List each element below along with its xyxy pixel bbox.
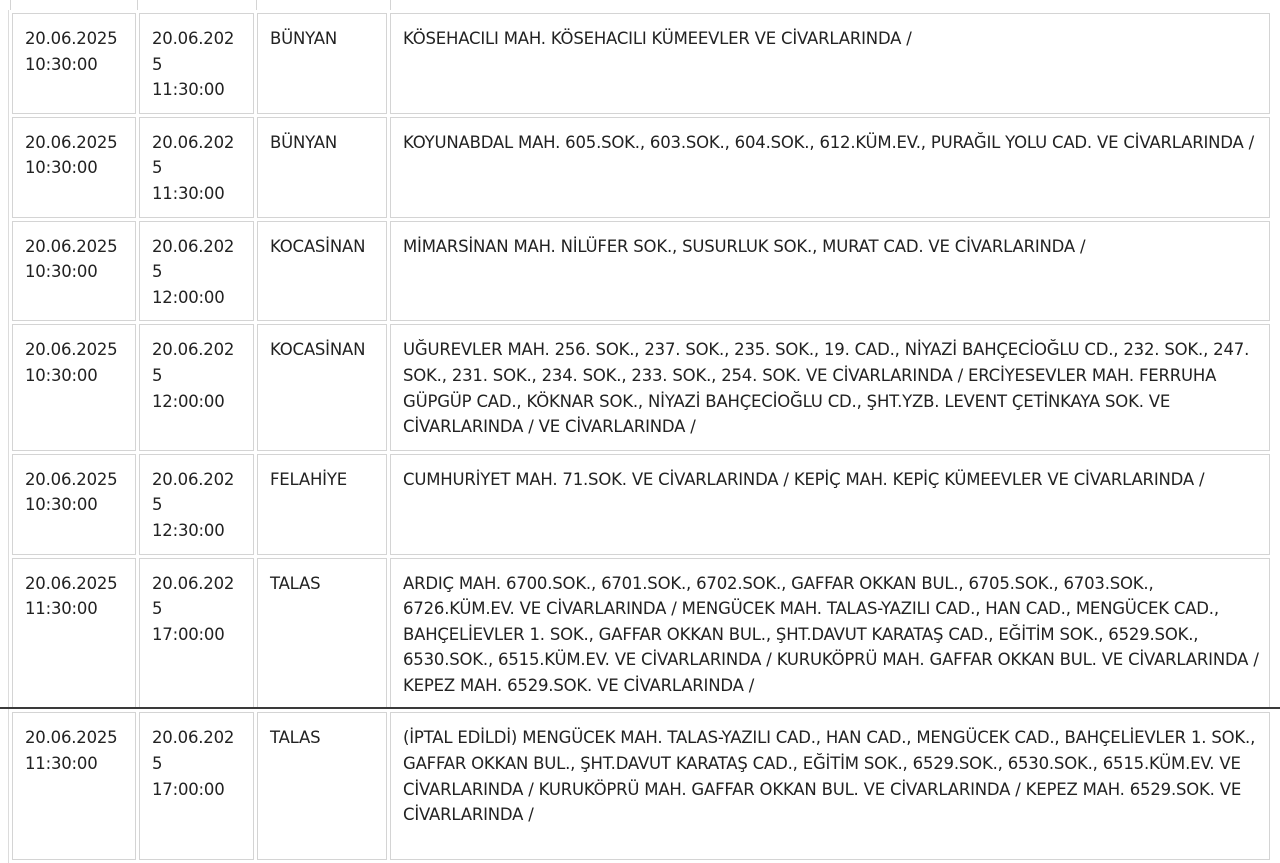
district-cell: TALAS: [257, 712, 387, 860]
district-cell: BÜNYAN: [257, 13, 387, 114]
column-divider-stub: [137, 0, 138, 10]
end-date: 20.06.2025: [152, 236, 235, 282]
end-date: 20.06.2025: [152, 29, 235, 74]
start-time: 11:30:00: [25, 599, 98, 619]
start-time: 10:30:00: [25, 365, 98, 385]
start-date: 20.06.2025: [25, 29, 118, 48]
end-date: 20.06.2025: [152, 728, 235, 774]
table-row: [12, 117, 1270, 218]
end-time: 11:30:00: [152, 183, 225, 203]
outage-table-body: [12, 13, 1270, 860]
address-cell: KOYUNABDAL MAH. 605.SOK., 603.SOK., 604.SOK., 612.KÜM.EV., PURAĞIL YOLU CAD. VE CİVARLARINDA /: [390, 117, 1270, 218]
column-divider-stub: [390, 0, 391, 10]
address-cell: (İPTAL EDİLDİ) MENGÜCEK MAH. TALAS-YAZILI CAD., HAN CAD., MENGÜCEK CAD., BAHÇELİEVLER 1. SOK., GAFFAR OKKAN BUL., ŞHT.DAVUT KARATAŞ CAD., EĞİTİM SOK., 6529.SOK., 6530.SOK., 6515.KÜM.EV. VE CİVARLARINDA / KURUKÖPRÜ MAH. GAFFAR OKKAN BUL. VE CİVARLARINDA / KEPEZ MAH. 6529.SOK. VE CİVARLARINDA /: [390, 712, 1270, 860]
table-row: [12, 13, 1270, 114]
address-cell: KÖSEHACILI MAH. KÖSEHACILI KÜMEEVLER VE CİVARLARINDA /: [390, 13, 1270, 114]
end-time: 12:30:00: [152, 520, 225, 540]
end-datetime-cell: [139, 221, 254, 322]
start-datetime-cell: [12, 13, 136, 114]
bottom-border-line: [0, 707, 1280, 709]
power-outage-table: [8, 10, 1273, 863]
end-time: 11:30:00: [152, 80, 225, 100]
start-datetime-cell: [12, 558, 136, 710]
start-time: 10:30:00: [25, 495, 98, 515]
end-datetime-cell: [139, 13, 254, 114]
address-cell: UĞUREVLER MAH. 256. SOK., 237. SOK., 235. SOK., 19. CAD., NİYAZİ BAHÇECİOĞLU CD., 232. SOK., 247. SOK., 231. SOK., 234. SOK., 233. SOK., 254. SOK. VE CİVARLARINDA / ERCİYESEVLER MAH. FERRUHA GÜPGÜP CAD., KÖKNAR SOK., NİYAZİ BAHÇECİOĞLU CD., ŞHT.YZB. LEVENT ÇETİNKAYA SOK. VE CİVARLARINDA / VE CİVARLARINDA /: [390, 324, 1270, 450]
start-time: 10:30:00: [25, 158, 98, 178]
table-row: [12, 221, 1270, 322]
district-cell: BÜNYAN: [257, 117, 387, 218]
start-time: 11:30:00: [25, 754, 98, 774]
end-date: 20.06.2025: [152, 340, 235, 385]
end-time: 12:00:00: [152, 287, 225, 307]
district-cell: FELAHİYE: [257, 454, 387, 555]
start-time: 10:30:00: [25, 262, 98, 282]
start-date: 20.06.2025: [25, 236, 118, 256]
district-cell: KOCASİNAN: [257, 324, 387, 450]
end-datetime-cell: [139, 454, 254, 555]
start-time: 10:30:00: [25, 54, 98, 74]
start-datetime-cell: [12, 454, 136, 555]
end-time: 17:00:00: [152, 624, 225, 644]
end-date: 20.06.2025: [152, 469, 235, 515]
address-cell: MİMARSİNAN MAH. NİLÜFER SOK., SUSURLUK SOK., MURAT CAD. VE CİVARLARINDA /: [390, 221, 1270, 322]
start-date: 20.06.2025: [25, 573, 118, 593]
start-datetime-cell: [12, 324, 136, 450]
column-divider-stub: [256, 0, 257, 10]
start-datetime-cell: [12, 117, 136, 218]
table-row: [12, 454, 1270, 555]
end-datetime-cell: [139, 558, 254, 710]
end-time: 17:00:00: [152, 779, 225, 799]
address-cell: CUMHURİYET MAH. 71.SOK. VE CİVARLARINDA / KEPİÇ MAH. KEPİÇ KÜMEEVLER VE CİVARLARINDA /: [390, 454, 1270, 555]
start-date: 20.06.2025: [25, 728, 118, 748]
end-datetime-cell: [139, 712, 254, 860]
start-datetime-cell: [12, 712, 136, 860]
end-datetime-cell: [139, 324, 254, 450]
start-date: 20.06.2025: [25, 469, 118, 489]
district-cell: KOCASİNAN: [257, 221, 387, 322]
table-row: [12, 558, 1270, 710]
end-date: 20.06.2025: [152, 132, 235, 178]
column-divider-stub: [10, 0, 11, 10]
start-datetime-cell: [12, 221, 136, 322]
table-row: [12, 712, 1270, 860]
table-row: [12, 324, 1270, 450]
district-cell: TALAS: [257, 558, 387, 710]
address-cell: ARDIÇ MAH. 6700.SOK., 6701.SOK., 6702.SOK., GAFFAR OKKAN BUL., 6705.SOK., 6703.SOK., 6726.KÜM.EV. VE CİVARLARINDA / MENGÜCEK MAH. TALAS-YAZILI CAD., HAN CAD., MENGÜCEK CAD., BAHÇELİEVLER 1. SOK., GAFFAR OKKAN BUL., ŞHT.DAVUT KARATAŞ CAD., EĞİTİM SOK., 6529.SOK., 6530.SOK., 6515.KÜM.EV. VE CİVARLARINDA / KURUKÖPRÜ MAH. GAFFAR OKKAN BUL. VE CİVARLARINDA / KEPEZ MAH. 6529.SOK. VE CİVARLARINDA /: [390, 558, 1270, 710]
end-date: 20.06.2025: [152, 573, 235, 619]
start-date: 20.06.2025: [25, 340, 118, 360]
end-time: 12:00:00: [152, 391, 225, 411]
start-date: 20.06.2025: [25, 132, 118, 152]
end-datetime-cell: [139, 117, 254, 218]
